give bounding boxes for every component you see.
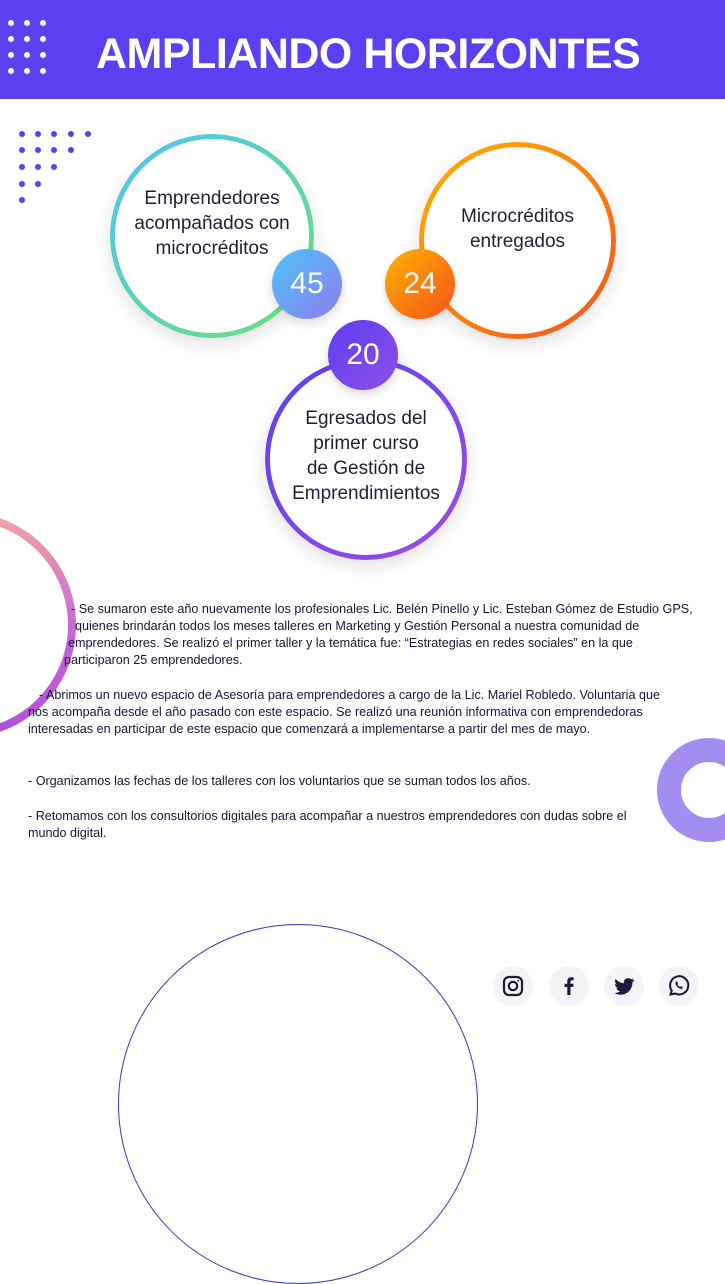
stat-label: Egresados del primer curso de Gestión de Emprendimientos: [292, 408, 440, 504]
whatsapp-icon[interactable]: [659, 966, 699, 1006]
arc-decoration: [118, 924, 478, 1284]
stat-label: Emprendedores acompañados con microcréditos: [134, 188, 290, 259]
stat-value-badge: 45: [272, 249, 342, 319]
stat-value-badge: 20: [328, 320, 398, 390]
instagram-icon[interactable]: [493, 966, 533, 1006]
stat-bubble-microcredits: [419, 142, 616, 339]
twitter-icon[interactable]: [604, 966, 644, 1006]
header-banner: [0, 0, 725, 99]
paragraph: - Abrimos un nuevo espacio de Asesoría para emprendedores a cargo de la Lic. Mariel Robledo. Voluntaria que nos acompaña desde el año pasado con este espacio. Se realizó una reunión informativa con emprendedoras interesadas en participar de este espacio que comenzará a implementarse a partir del mes de mayo.: [28, 688, 660, 736]
paragraph: - Organizamos las fechas de los talleres con los voluntarios que se suman todos los años.: [28, 774, 531, 788]
dot-pattern-decoration: [8, 20, 46, 74]
stat-label: Microcréditos entregados: [461, 206, 574, 252]
stat-value-badge: 24: [385, 249, 455, 319]
dot-pattern-decoration: [19, 131, 99, 211]
facebook-icon[interactable]: [549, 966, 589, 1006]
page-title: AMPLIANDO HORIZONTES: [96, 30, 641, 78]
paragraph: - Se sumaron este año nuevamente los profesionales Lic. Belén Pinello y Lic. Esteban Gómez de Estudio GPS, quienes brindarán todos los meses talleres en Marketing y Gestión Personal a nuestra comunidad de emprendedores. Se realizó el primer taller y la temática fue: “Estrategias en redes sociales” en la que participaron 25 emprendedores.: [64, 602, 693, 667]
ring-decoration: [657, 738, 725, 842]
paragraph: - Retomamos con los consultorios digitales para acompañar a nuestros emprendedores con dudas sobre el mundo digital.: [28, 809, 627, 840]
